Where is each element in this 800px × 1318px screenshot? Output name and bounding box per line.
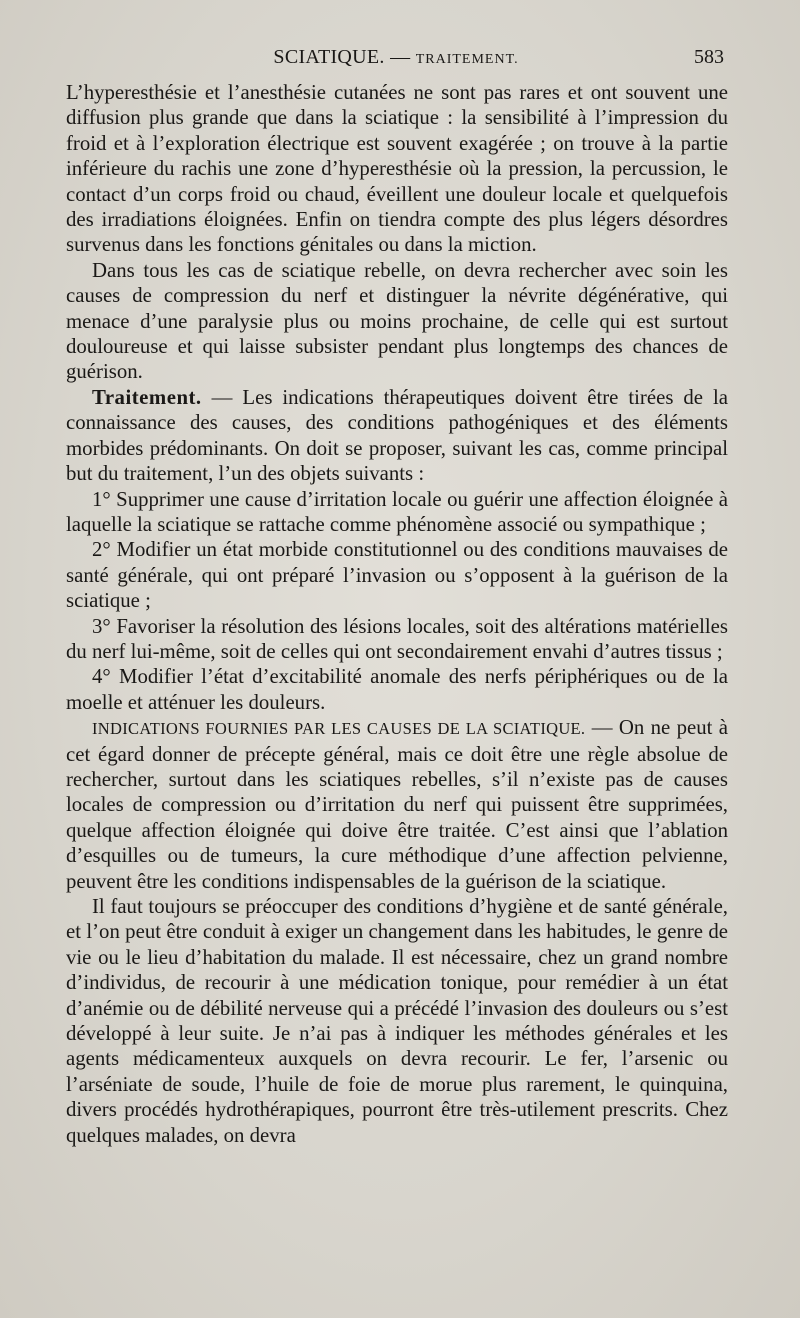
paragraph-treatment	[66, 385, 728, 487]
page-body	[66, 80, 728, 1148]
list-item-2: 2° Modifier un état morbide constitutionnel ou des conditions mauvaises de santé générale, qui ont préparé l’invasion ou s’opposent à la guérison de la sciatique ;	[66, 538, 728, 613]
list-item-4: 4° Modifier l’état d’excitabilité anomale des nerfs périphériques ou de la moelle et atténuer les douleurs.	[66, 665, 728, 714]
paragraph-hyperesthesia: L’hyperesthésie et l’anesthésie cutanées ne sont pas rares et ont souvent une diffusion plus grande que dans la sciatique : la sensibilité à l’impression du froid et à l’exploration électrique est souvent exagérée ; on trouve à la partie inférieure du rachis une zone d’hyperesthésie où la pression, la percussion, le contact d’un corps froid ou chaud, éveillent une douleur locale et quelquefois des irradiations éloignées. Enfin on tiendra compte des plus légers désordres survenus dans les fonctions génitales ou dans la miction.	[66, 81, 728, 257]
paragraph-hygiene: Il faut toujours se préoccuper des conditions d’hygiène et de santé générale, et l’on peut être conduit à exiger un changement dans les habitudes, le genre de vie ou le lieu d’habitation du malade. Il est nécessaire, chez un grand nombre d’individus, de recourir à une médication tonique, pour remédier à un état d’anémie ou de débilité nerveuse qui a précédé l’invasion des douleurs ou s’est développé à leur suite. Je n’ai pas à indiquer les méthodes générales et les agents médicamenteux auxquels on devra recourir. Le fer, l’arsenic ou l’arséniate de soude, l’huile de foie de morue plus rarement, le quinquina, divers procédés hydrothérapiques, pourront être très-utilement prescrits. Chez quelques malades, on devra	[66, 895, 728, 1147]
list-item-1: 1° Supprimer une cause d’irritation locale ou guérir une affection éloignée à laquelle la sciatique se rattache comme phénomène associé ou sympathique ;	[66, 487, 728, 536]
indications-text: — On ne peut à cet égard donner de précepte général, mais ce doit être une règle absolue de rechercher, surtout dans les sciatiques rebelles, s’il n’existe pas de causes locales de compression ou d’irritation du nerf qui puissent être supprimées, quelque affection éloignée qui doive être traitée. C’est ainsi que l’ablation d’esquilles ou de tumeurs, la cure méthodique d’une affection pelvienne, peuvent être les conditions indispensables de la guérison de la sciatique.	[66, 716, 728, 893]
treatment-heading: Traitement.	[92, 385, 202, 409]
running-head	[66, 46, 726, 69]
page-number: 583	[694, 46, 724, 68]
indications-heading: INDICATIONS FOURNIES PAR LES CAUSES DE LA SCIATIQUE.	[92, 719, 586, 739]
paragraph-indications	[66, 715, 728, 894]
list-item-3: 3° Favoriser la résolution des lésions locales, soit des altérations matérielles du nerf lui-même, soit de celles qui ont secondairement envahi d’autres tissus ;	[66, 614, 728, 663]
running-head-subtitle: TRAITEMENT.	[415, 52, 519, 67]
page-header	[66, 46, 726, 76]
running-head-title: SCIATIQUE.	[273, 46, 385, 68]
running-head-separator: —	[390, 46, 411, 68]
treatment-text: — Les indications thérapeutiques doivent être tirées de la connaissance des causes, des conditions pathogéniques et des éléments morbides prédominants. On doit se proposer, suivant les cas, comme principal but du traitement, l’un des objets suivants :	[66, 385, 728, 486]
paragraph-rebellious-sciatica: Dans tous les cas de sciatique rebelle, on devra rechercher avec soin les causes de compression du nerf et distinguer la névrite dégénérative, qui menace d’une paralysie plus ou moins prochaine, de celle qui est surtout douloureuse et qui laisse subsister pendant plus longtemps des chances de guérison.	[66, 258, 728, 384]
